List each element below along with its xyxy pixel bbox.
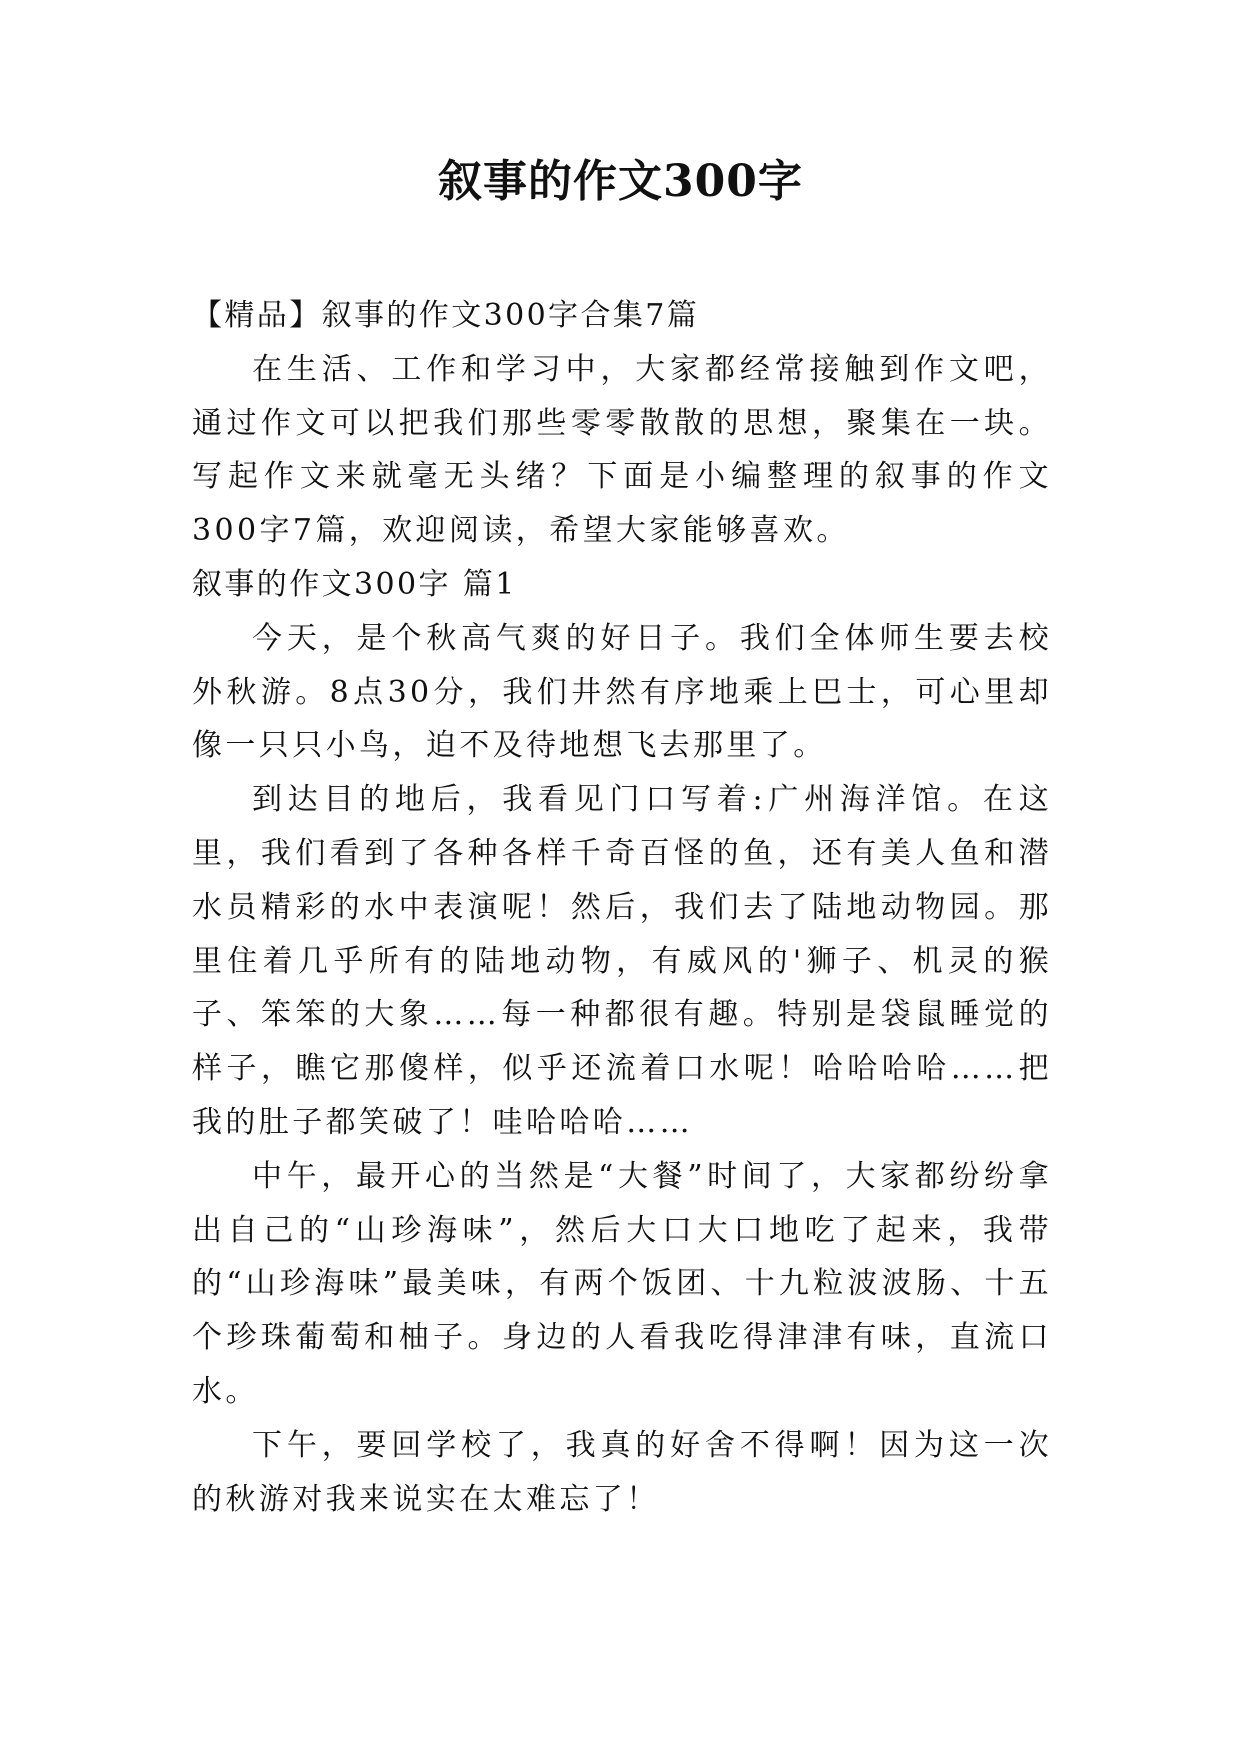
essay-paragraph: 今天，是个秋高气爽的好日子。我们全体师生要去校外秋游。8点30分，我们井然有序地乘上巴士，可心里却像一只只小鸟，迫不及待地想飞去那里了。 [192, 620, 1052, 764]
document-body [192, 289, 1052, 1526]
intro-paragraph: 在生活、工作和学习中，大家都经常接触到作文吧，通过作文可以把我们那些零零散散的思想，聚集在一块。写起作文来就毫无头绪？下面是小编整理的叙事的作文300字7篇，欢迎阅读，希望大家能够喜欢。 [192, 351, 1052, 549]
essay-paragraph: 到达目的地后，我看见门口写着:广州海洋馆。在这里，我们看到了各种各样千奇百怪的鱼，还有美人鱼和潜水员精彩的水中表演呢！然后，我们去了陆地动物园。那里住着几乎所有的陆地动物，有威风的'狮子、机灵的猴子、笨笨的大象……每一种都很有趣。特别是袋鼠睡觉的样子，瞧它那傻样，似乎还流着口水呢！哈哈哈哈……把我的肚子都笑破了！哇哈哈哈…… [192, 782, 1052, 1140]
essay-paragraph: 中午，最开心的当然是“大餐”时间了，大家都纷纷拿出自己的“山珍海味”，然后大口大口地吃了起来，我带的“山珍海味”最美味，有两个饭团、十九粒波波肠、十五个珍珠葡萄和柚子。身边的人看我吃得津津有味，直流口水。 [192, 1158, 1052, 1409]
section-heading: 叙事的作文300字 篇1 [192, 566, 517, 602]
document-title: 叙事的作文300字 [438, 156, 803, 207]
collection-subtitle: 【精品】叙事的作文300字合集7篇 [192, 298, 700, 333]
essay-paragraph: 下午，要回学校了，我真的好舍不得啊！因为这一次的秋游对我来说实在太难忘了！ [192, 1427, 1052, 1517]
